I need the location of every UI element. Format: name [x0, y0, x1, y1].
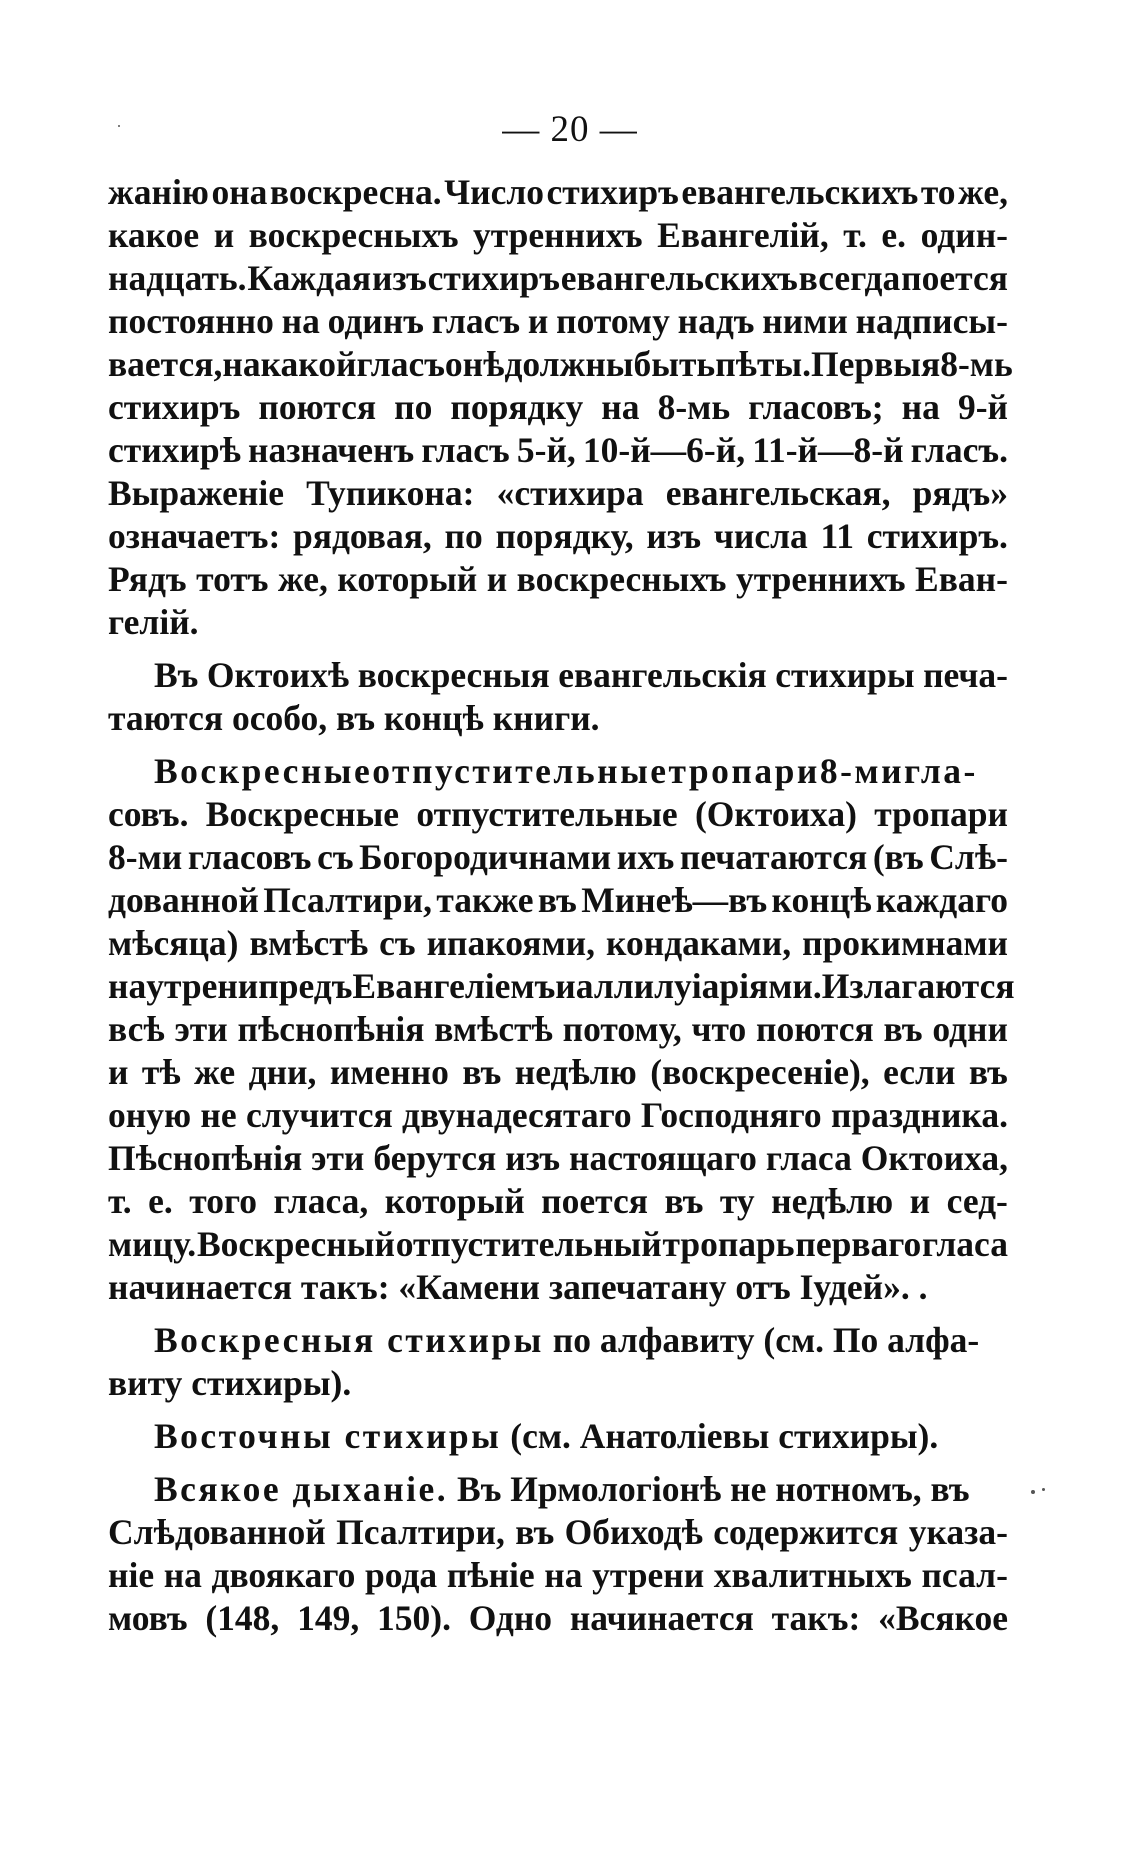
- word: ту: [719, 1181, 755, 1221]
- word: ніе: [108, 1555, 155, 1595]
- word: и: [486, 559, 508, 599]
- word: Слѣ-: [929, 837, 1008, 877]
- word: тотъ: [196, 559, 269, 599]
- text-line: [108, 1554, 1008, 1597]
- word: гласъ: [356, 344, 445, 384]
- word: Воскресный: [196, 1224, 395, 1264]
- word: «стихира: [496, 473, 644, 513]
- word: всѣ: [108, 1009, 165, 1049]
- word: 10-й—6-й,: [582, 430, 746, 470]
- word: дни,: [248, 1052, 317, 1092]
- word: и: [527, 301, 549, 341]
- word: отпустительные: [416, 794, 678, 834]
- text-line: [108, 1597, 1008, 1640]
- print-speck: [118, 125, 120, 127]
- word: двоякаго: [211, 1555, 356, 1595]
- word: Псалтири,: [336, 1512, 505, 1552]
- word: и: [555, 966, 576, 1006]
- text-line: [108, 1180, 1008, 1223]
- word: онѣ: [444, 344, 505, 384]
- word: Обиходѣ: [564, 1512, 703, 1552]
- word: евангельскихъ: [560, 258, 798, 298]
- word: случится: [245, 1095, 393, 1135]
- text-line: [108, 214, 1008, 257]
- word: оную: [108, 1095, 192, 1135]
- word: одинъ: [327, 301, 424, 341]
- word: изъ: [646, 516, 702, 556]
- text-line: [108, 1319, 1008, 1362]
- word: гласовъ;: [748, 387, 884, 427]
- word: стихиръ: [108, 387, 241, 427]
- word: надписы-: [855, 301, 1008, 341]
- word: Воскресные: [205, 794, 400, 834]
- word: е.: [881, 215, 907, 255]
- word: т.: [108, 1181, 132, 1221]
- word: Октоихѣ: [206, 655, 350, 695]
- text-line: [108, 601, 1008, 644]
- word: съ: [379, 923, 416, 963]
- text-line: [108, 1008, 1008, 1051]
- word: дованной: [108, 880, 259, 920]
- word: один-: [920, 215, 1008, 255]
- word: надцать.: [108, 258, 247, 298]
- word: 8-мь: [940, 344, 1013, 384]
- word: гласа: [922, 1224, 1008, 1264]
- text-line: [108, 836, 1008, 879]
- word: утреннихъ: [735, 559, 906, 599]
- word: берутся: [373, 1138, 497, 1178]
- word: недѣлю: [771, 1181, 894, 1221]
- paragraph: [108, 171, 1013, 644]
- word: рядовая,: [293, 516, 432, 556]
- word: что: [691, 1009, 747, 1049]
- word: стихирѣ: [108, 430, 241, 470]
- word: по: [394, 387, 433, 427]
- word: стихиръ.: [866, 516, 1008, 556]
- word: и: [909, 1181, 931, 1221]
- text-line: [108, 1223, 1008, 1266]
- word: псал-: [921, 1555, 1008, 1595]
- word: какой: [260, 344, 357, 384]
- word: стихиръ: [546, 172, 679, 212]
- word: указа-: [908, 1512, 1008, 1552]
- word: ихъ: [616, 837, 675, 877]
- word: всегда: [798, 258, 901, 298]
- text-line: [108, 171, 1008, 214]
- word: гласъ.: [910, 430, 1008, 470]
- word: рядъ»: [912, 473, 1008, 513]
- word: воскресныхъ: [516, 559, 727, 599]
- word: гласъ: [421, 430, 510, 470]
- word: одни: [932, 1009, 1008, 1049]
- word: въ: [537, 880, 577, 920]
- line-text: таются особо, въ концѣ книги.: [108, 698, 600, 738]
- word: тѣ: [141, 1052, 181, 1092]
- text-line: [108, 300, 1008, 343]
- word: если: [883, 1052, 956, 1092]
- word: двунадесятаго: [401, 1095, 632, 1135]
- word: на: [281, 301, 320, 341]
- word: т.: [843, 215, 867, 255]
- text-line: [108, 1094, 1008, 1137]
- word: 11: [820, 516, 855, 556]
- word: гласа: [765, 1138, 852, 1178]
- line-text: гелій.: [108, 602, 199, 642]
- word: (въ: [872, 837, 924, 877]
- line-text: Въ Ирмологіонѣ не нотномъ, въ: [448, 1469, 970, 1509]
- word: на: [108, 966, 147, 1006]
- word: печа-: [923, 655, 1008, 695]
- word: тропари: [874, 794, 1008, 834]
- word: такъ:: [771, 1598, 861, 1638]
- text-line: [108, 1511, 1008, 1554]
- paragraph: [108, 654, 1008, 740]
- word: означаетъ:: [108, 516, 281, 556]
- text-line: [108, 1415, 1008, 1458]
- word: числа: [713, 516, 808, 556]
- line-text: (см. Анатоліевы стихиры).: [501, 1416, 939, 1456]
- word: (148,: [205, 1598, 280, 1638]
- word: въ: [462, 1052, 502, 1092]
- word: аллилуіаріями.: [575, 966, 822, 1006]
- word: на: [222, 344, 261, 384]
- word: 9-й: [957, 387, 1008, 427]
- word: который: [337, 559, 478, 599]
- word: перваго: [795, 1224, 922, 1264]
- word: потому: [556, 301, 670, 341]
- word: эти: [174, 1009, 228, 1049]
- word: постоянно: [108, 301, 274, 341]
- line-text: по алфавиту (см. По алфа-: [543, 1320, 980, 1360]
- word: ипакоями,: [426, 923, 595, 963]
- text-line: [108, 257, 1008, 300]
- word: Тупикона:: [306, 473, 475, 513]
- word: мицу.: [108, 1224, 197, 1264]
- text-line: [108, 1137, 1008, 1180]
- word: 150).: [377, 1598, 451, 1638]
- word: и: [213, 215, 235, 255]
- text-line: [108, 386, 1008, 429]
- word: мѣсяца): [108, 923, 239, 963]
- word: каждаго: [875, 880, 1008, 920]
- text-line: [108, 343, 1013, 386]
- word: же,: [958, 172, 1008, 212]
- text-line: [108, 558, 1008, 601]
- word: утрени: [146, 966, 259, 1006]
- word: какое: [108, 215, 200, 255]
- text-line: [108, 429, 1008, 472]
- word: поется: [901, 258, 1008, 298]
- word: не: [200, 1095, 237, 1135]
- text-line: [108, 750, 1008, 793]
- word: то: [920, 172, 956, 212]
- text-line: [108, 472, 1008, 515]
- word: Господняго: [640, 1095, 822, 1135]
- word: воскресныхъ: [248, 215, 459, 255]
- word: порядку,: [495, 516, 634, 556]
- word: Каждая: [247, 258, 372, 298]
- word: Воскресныеотпустительныетропари8-мигла-: [154, 751, 978, 791]
- word: Минеѣ—въ: [581, 880, 768, 920]
- word: ними: [762, 301, 848, 341]
- text-line: [108, 515, 1008, 558]
- word: Богородичнами: [359, 837, 612, 877]
- word: назначенъ: [248, 430, 415, 470]
- word: въ: [515, 1512, 555, 1552]
- word: потому,: [562, 1009, 682, 1049]
- text-line: [108, 793, 1008, 836]
- word: по: [444, 516, 483, 556]
- word: порядку: [450, 387, 584, 427]
- word: 8-мь: [657, 387, 731, 427]
- word: начинается: [569, 1598, 754, 1638]
- word: Первыя: [811, 344, 941, 384]
- word: быть: [633, 344, 716, 384]
- word: пѣты.: [715, 344, 811, 384]
- word: который: [384, 1181, 525, 1221]
- word: Октоиха,: [860, 1138, 1008, 1178]
- word: настоящаго: [569, 1138, 757, 1178]
- word: содержится: [713, 1512, 899, 1552]
- word: Пѣснопѣнія: [108, 1138, 303, 1178]
- word: Одно: [468, 1598, 553, 1638]
- word: тропарь: [662, 1224, 795, 1264]
- paragraph: [108, 750, 1015, 1309]
- word: евангельскія: [558, 655, 767, 695]
- word: 8-ми: [108, 837, 183, 877]
- word: также: [436, 880, 534, 920]
- paragraph: [108, 1319, 1008, 1405]
- word: утрени: [592, 1555, 705, 1595]
- word: на: [544, 1555, 583, 1595]
- word: недѣлю: [514, 1052, 637, 1092]
- word: предъ: [258, 966, 353, 1006]
- word: Еван-: [915, 559, 1008, 599]
- word: Евангелій,: [657, 215, 829, 255]
- word: того: [189, 1181, 257, 1221]
- word: е.: [148, 1181, 173, 1221]
- word: вмѣстѣ: [434, 1009, 553, 1049]
- word: стихиръ: [427, 258, 560, 298]
- word: евангельская,: [665, 473, 891, 513]
- word: хвалитныхъ: [713, 1555, 912, 1595]
- word: на: [601, 387, 640, 427]
- word: Въ: [154, 655, 199, 695]
- word: съ: [317, 837, 354, 877]
- word: Излагаются: [821, 966, 1015, 1006]
- word: воскресныя: [357, 655, 550, 695]
- word: прокимнами: [802, 923, 1008, 963]
- paragraph: [108, 1468, 1008, 1640]
- word: гласовъ: [187, 837, 312, 877]
- word: изъ: [371, 258, 427, 298]
- word: на: [163, 1555, 202, 1595]
- word: Слѣдованной: [108, 1512, 326, 1552]
- text-line: [108, 1362, 1008, 1405]
- text-line: [108, 965, 1015, 1008]
- word: воскресна.: [269, 172, 442, 212]
- word: изъ: [505, 1138, 561, 1178]
- word: въ: [883, 1009, 923, 1049]
- word: пѣніе: [446, 1555, 535, 1595]
- word: концѣ: [771, 880, 872, 920]
- word: гласъ: [431, 301, 521, 341]
- text-line: [108, 654, 1008, 697]
- word: праздника.: [830, 1095, 1008, 1135]
- word: эти: [311, 1138, 365, 1178]
- word: рода: [365, 1555, 438, 1595]
- word: 11-й—8-й: [752, 430, 904, 470]
- line-text: начинается такъ: «Камени запечатану отъ Іудей». .: [108, 1267, 928, 1307]
- text-line: [108, 879, 1008, 922]
- body-text: [108, 171, 1015, 1640]
- word: жанію: [108, 172, 209, 212]
- word: печатаются: [679, 837, 868, 877]
- word: утреннихъ: [473, 215, 643, 255]
- line-text: виту стихиры).: [108, 1363, 352, 1403]
- word: вается,: [108, 344, 223, 384]
- word: въ: [968, 1052, 1008, 1092]
- word: Евангеліемъ: [352, 966, 556, 1006]
- word: поется: [541, 1181, 648, 1221]
- word: надъ: [677, 301, 755, 341]
- entry-heading: Восточны стихиры: [154, 1416, 502, 1456]
- word: же,: [277, 559, 328, 599]
- print-speck: [1042, 1488, 1045, 1491]
- word: 149,: [297, 1598, 360, 1638]
- word: Псалтири,: [263, 880, 432, 920]
- word: (Октоиха): [694, 794, 857, 834]
- word: пѣснопѣнія: [237, 1009, 425, 1049]
- word: поются: [756, 1009, 874, 1049]
- print-speck: [1031, 1490, 1035, 1494]
- word: совъ.: [108, 794, 189, 834]
- word: Рядъ: [108, 559, 187, 599]
- word: же: [194, 1052, 236, 1092]
- word: именно: [329, 1052, 449, 1092]
- word: должны: [504, 344, 634, 384]
- word: поются: [258, 387, 377, 427]
- paragraph: [108, 1415, 1008, 1458]
- page-number: — 20 —: [502, 109, 638, 150]
- text-line: [108, 1266, 1008, 1309]
- word: 5-й,: [516, 430, 576, 470]
- word: гласа,: [273, 1181, 369, 1221]
- word: стихиры: [775, 655, 915, 695]
- text-line: [108, 1051, 1008, 1094]
- word: въ: [664, 1181, 704, 1221]
- word: Число: [444, 172, 545, 212]
- word: Выраженіе: [108, 473, 284, 513]
- text-line: [108, 697, 1008, 740]
- word: сед-: [946, 1181, 1008, 1221]
- text-line: [108, 922, 1008, 965]
- word: «Всякое: [878, 1598, 1008, 1638]
- text-line: [108, 1468, 1008, 1511]
- word: кондаками,: [606, 923, 792, 963]
- word: на: [901, 387, 940, 427]
- word: отпустительный: [395, 1224, 662, 1264]
- word: евангельскихъ: [681, 172, 919, 212]
- word: и: [108, 1052, 129, 1092]
- word: вмѣстѣ: [249, 923, 369, 963]
- word: мовъ: [108, 1598, 188, 1638]
- word: она: [211, 172, 268, 212]
- entry-heading: Всякое дыханіе.: [154, 1469, 449, 1509]
- entry-heading: Воскресныя стихиры: [154, 1320, 544, 1360]
- word: (воскресеніе),: [650, 1052, 870, 1092]
